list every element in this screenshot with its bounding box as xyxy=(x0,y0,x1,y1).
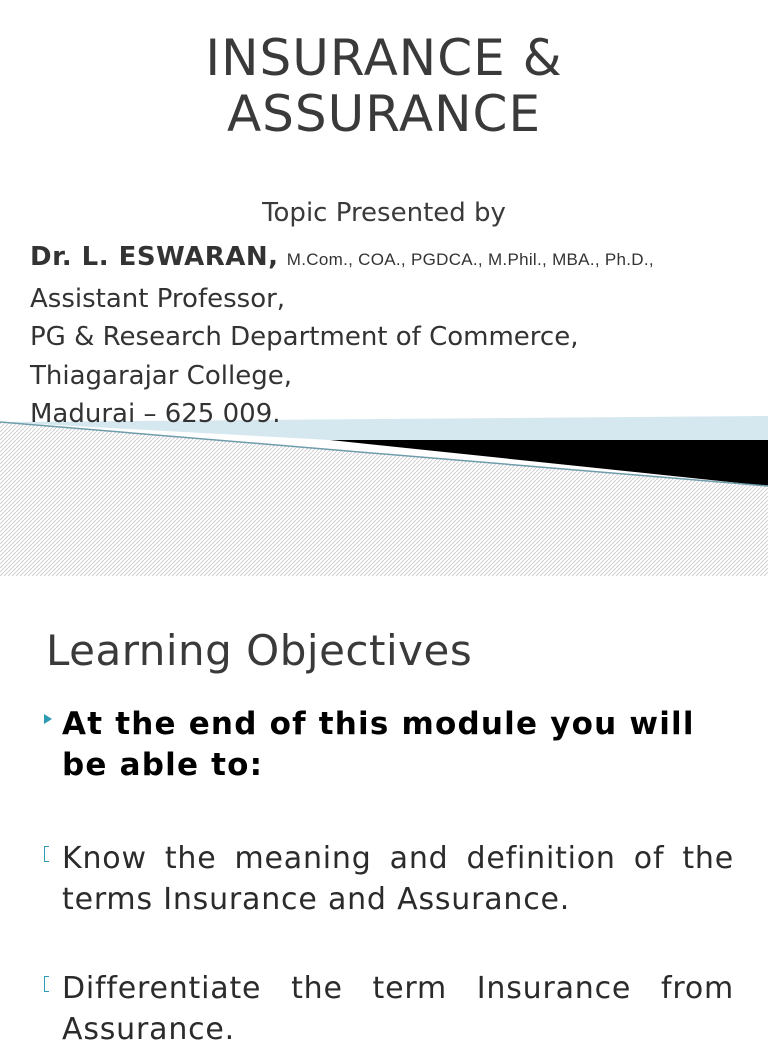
sub-bullet xyxy=(44,838,734,920)
main-bullet-text: At the end of this module you will be able to: xyxy=(62,706,695,783)
author-name: Dr. L. ESWARAN, xyxy=(30,242,279,272)
objectives-title: Learning Objectives xyxy=(46,626,473,675)
sub-bullet-text: Differentiate the term Insurance from Assurance. xyxy=(62,971,734,1047)
author-city: Madurai – 625 009. xyxy=(30,399,281,429)
main-bullet xyxy=(44,704,734,786)
author-college: Thiagarajar College, xyxy=(30,360,292,391)
sub-bullet-text: Know the meaning and definition of the terms Insurance and Assurance. xyxy=(62,841,734,917)
slide-title xyxy=(0,30,768,142)
presented-by-label: Topic Presented by xyxy=(262,198,506,228)
bracket-bullet-icon xyxy=(44,846,49,862)
arrow-bullet-icon xyxy=(44,714,52,724)
author-department: PG & Research Department of Commerce, xyxy=(30,322,579,352)
objectives-slide xyxy=(0,576,768,1047)
author-designation: Assistant Professor, xyxy=(30,283,286,314)
title-line-2: ASSURANCE xyxy=(226,85,542,143)
author-line xyxy=(30,238,654,280)
author-block xyxy=(30,238,654,434)
sub-bullet xyxy=(44,968,734,1050)
title-line-1: INSURANCE & xyxy=(205,29,563,87)
bracket-bullet-icon xyxy=(44,976,49,992)
author-qualifications: M.Com., COA., PGDCA., M.Phil., MBA., Ph.D., xyxy=(286,250,654,269)
